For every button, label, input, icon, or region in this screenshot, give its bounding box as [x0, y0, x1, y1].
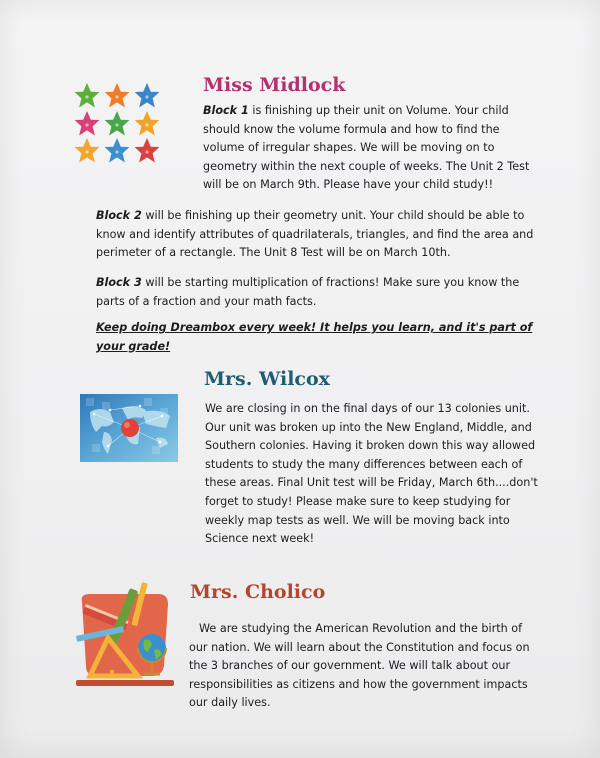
cholico-paragraph: [189, 620, 539, 713]
books-globe-icon: [72, 580, 177, 692]
wilcox-title: Mrs. Wilcox: [204, 368, 330, 390]
wilcox-paragraph: We are closing in on the final days of our 13 colonies unit. Our unit was broken up into the New England, Middle, and Southern colonies. Having it broken down this way allowed students to study the many differences between each of these areas. Final Unit test will be Friday, March 6th....don't forget to study! Please make sure to keep studying for weekly map tests as well. We will be moving back into Science next week!: [205, 402, 538, 546]
block3-lead: Block 3: [96, 276, 142, 289]
cholico-title: Mrs. Cholico: [190, 581, 326, 603]
colorful-stars-icon: [72, 80, 162, 166]
block1-paragraph: [203, 102, 538, 195]
block1-lead: Block 1: [203, 104, 249, 117]
block3-paragraph: [96, 274, 541, 311]
block2-text: will be finishing up their geometry unit. Your child should be able to know and identify attributes of quadrilaterals, triangles, and find the area and perimeter of a rectangle. The Unit 8 Test will be on March 10th.: [96, 209, 534, 260]
block3-text: will be starting multiplication of fractions! Make sure you know the parts of a fraction and your math facts.: [96, 276, 520, 308]
world-map-icon: [80, 394, 178, 462]
block2-paragraph: [96, 207, 541, 263]
cholico-text: We are studying the American Revolution and the birth of our nation. We will learn about the Constitution and focus on the 3 branches of our government. We will talk about our responsibilities as citizens and how the government impacts our daily lives.: [189, 622, 530, 710]
block1-text: is finishing up their unit on Volume. Your child should know the volume formula and how to find the volume of irregular shapes. We will be moving on to geometry within the next couple of weeks. The Unit 2 Test will be on March 9th. Please have your child study!!: [203, 104, 530, 192]
dreambox-note: Keep doing Dreambox every week! It helps you learn, and it's part of your grade!: [96, 321, 533, 353]
block2-lead: Block 2: [96, 209, 142, 222]
midlock-title: Miss Midlock: [203, 74, 346, 96]
